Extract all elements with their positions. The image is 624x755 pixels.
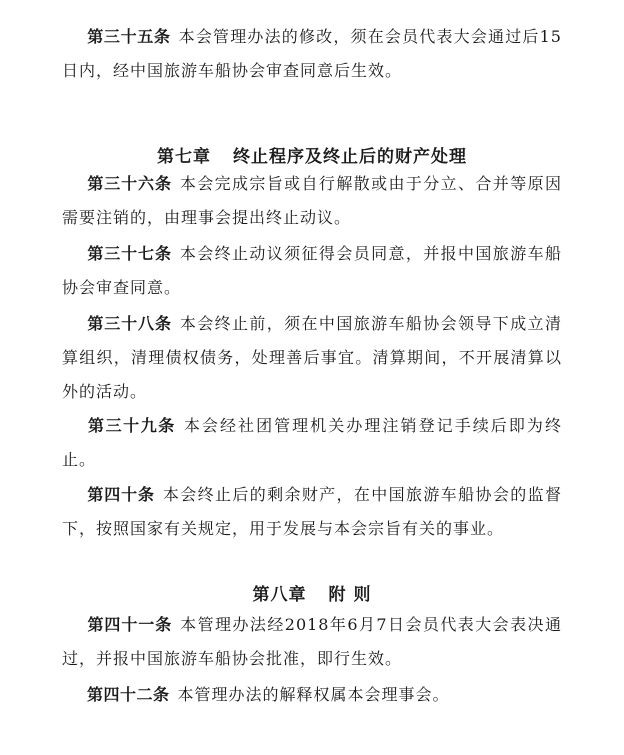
article-42-label: 第四十二条: [87, 685, 170, 704]
article-38-text: 本会终止前，须在中国旅游车船协会领导下成立清算组织，清理债权债务，处理善后事宜。清算期间，不开展清算以外的活动。: [62, 314, 562, 401]
article-41-text: 本管理办法经2018年6月7日会员代表大会表决通过，并报中国旅游车船协会批准，即行生效。: [62, 615, 562, 668]
chapter-7-number: 第七章: [157, 147, 211, 167]
article-36-label: 第三十六条: [87, 174, 172, 193]
article-39-label: 第三十九条: [87, 416, 176, 435]
article-39-text: 本会经社团管理机关办理注销登记手续后即为终止。: [62, 416, 562, 469]
chapter-7-heading: [0, 142, 624, 167]
article-35-label: 第三十五条: [87, 27, 171, 46]
article-42: [62, 678, 562, 712]
article-35: [62, 20, 562, 88]
article-41-label: 第四十一条: [87, 615, 173, 634]
article-37-label: 第三十七条: [87, 244, 172, 263]
article-40-label: 第四十条: [87, 485, 155, 504]
article-39: [62, 409, 562, 477]
chapter-8-number: 第八章: [252, 585, 307, 605]
article-35-text: 本会管理办法的修改，须在会员代表大会通过后15日内，经中国旅游车船协会审查同意后生效。: [62, 27, 562, 80]
article-37-text: 本会终止动议须征得会员同意，并报中国旅游车船协会审查同意。: [62, 244, 562, 297]
article-36-text: 本会完成宗旨或自行解散或由于分立、合并等原因需要注销的，由理事会提出终止动议。: [62, 174, 562, 227]
article-41: [62, 608, 562, 676]
chapter-8-title: 附 则: [328, 585, 372, 605]
article-42-text: 本管理办法的解释权属本会理事会。: [177, 685, 450, 704]
article-38: [62, 307, 562, 409]
article-36: [62, 167, 562, 235]
article-40-text: 本会终止后的剩余财产，在中国旅游车船协会的监督下，按照国家有关规定，用于发展与本会宗旨有关的事业。: [62, 485, 562, 538]
article-38-label: 第三十八条: [87, 314, 172, 333]
chapter-7-title: 终止程序及终止后的财产处理: [233, 147, 467, 167]
chapter-8-heading: [0, 580, 624, 605]
article-40: [62, 478, 562, 546]
article-37: [62, 237, 562, 305]
